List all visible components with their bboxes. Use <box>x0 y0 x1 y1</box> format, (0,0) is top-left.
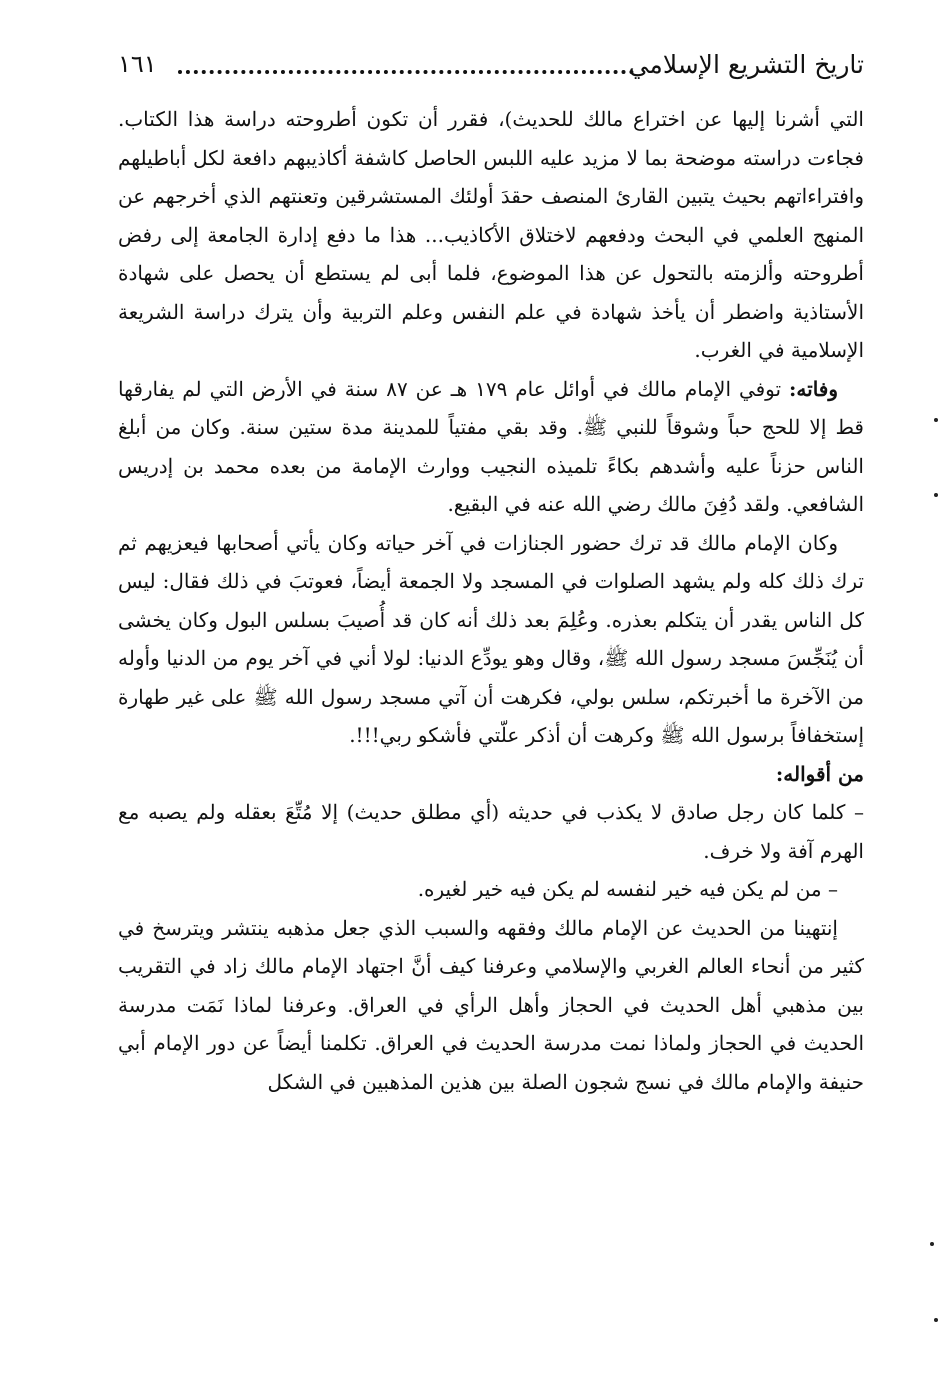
running-header <box>118 48 864 88</box>
paragraph-text: وكان الإمام مالك قد ترك حضور الجنازات في آخر حياته وكان يأتي أصحابها فيعزيهم ثم ترك ذلك كله ولم يشهد الصلوات في المسجد ولا الجمعة أيضاً، فعوتبَ في ذلك فقال: ليس كل الناس يقدر أن يتكلم بعذره. وعُلِمَ بعد ذلك أنه كان قد أُصيبَ بسلس البول وكان يخشى أن يُنَجِّسَ مسجد رسول الله ﷺ، وقال وهو يودِّع الدنيا: لولا أني في آخر يوم من الدنيا وأوله من الآخرة ما أخبرتكم، سلس بولي، فكرهت أن آتي مسجد رسول الله ﷺ على غير طهارة إستخفافاً برسول الله ﷺ وكرهت أن أذكر علّتي فأشكو ربي!!!. <box>118 530 864 747</box>
margin-speck <box>930 1242 934 1246</box>
paragraph-lead: وفاته: <box>789 376 838 401</box>
header-dotted-rule <box>178 70 634 74</box>
paragraph-illness <box>118 524 864 755</box>
page-number: ١٦١ <box>118 50 157 78</box>
page-body <box>118 100 864 1101</box>
paragraph-text: توفي الإمام مالك في أوائل عام ١٧٩ هـ عن ٨٧ سنة في الأرض التي لم يفارقها قط إلا للحج حباً وشوقاً للنبي ﷺ. وقد بقي مفتياً للمدينة مدة ستين سنة. وكان من أبلغ الناس حزناً عليه وأشدهم بكاءً تلميذه النجيب ووارث الإمامة من بعده محمد بن إدريس الشافعي. ولقد دُفِنَ مالك رضي الله عنه في البقيع. <box>118 376 864 516</box>
saying-item: – من لم يكن فيه خير لنفسه لم يكن فيه خير لغيره. <box>417 877 838 901</box>
margin-speck <box>934 493 938 497</box>
paragraph-text: التي أشرنا إليها عن اختراع مالك للحديث)، فقرر أن تكون أطروحته دراسة هذا الكتاب. فجاءت دراسته موضحة بما لا مزيد عليه اللبس الحاصل كاشفة أكاذيبهم دافعة لكل أباطيلهم وافتراءاتهم بحيث يتبين القارئ المنصف حقدَ أولئك المستشرقين وتعنتهم الذي أخرجهم عن المنهج العلمي في البحث ودفعهم لاختلاق الأكاذيب... هذا ما دفع إدارة الجامعة إلى رفض أطروحته وألزمته بالتحول عن هذا الموضوع، فلما أبى لم يستطع أن يحصل على شهادة الأستاذية واضطر أن يأخذ شهادة في علم النفس وعلم التربية وأن يترك دراسة الشريعة الإسلامية في الغرب. <box>118 107 864 362</box>
sayings-heading: من أقواله: <box>775 761 864 786</box>
margin-speck <box>934 418 938 422</box>
paragraph-thesis <box>118 100 864 370</box>
margin-speck <box>934 1318 938 1322</box>
paragraph-closing: إنتهينا من الحديث عن الإمام مالك وفقهه والسبب الذي جعل مذهبه ينتشر ويترسخ في كثير من أنحاء العالم الغربي والإسلامي وعرفنا كيف أنَّ اجتهاد الإمام مالك زاد في التقريب بين مذهبي أهل الحديث في الحجاز وأهل الرأي في العراق. وعرفنا لماذا نَمَت مدرسة الحديث في الحجاز ولماذا نمت مدرسة الحديث في العراق. تكلمنا أيضاً عن دور الإمام أبي حنيفة والإمام مالك في نسج شجون الصلة بين هذين المذهبين في الشكل <box>118 915 864 1094</box>
paragraph-death <box>118 370 864 524</box>
saying-item: – كلما كان رجل صادق لا يكذب في حديثه (أي مطلق حديث) إلا مُتِّعَ بعقله ولم يصبه مع الهرم آفة ولا خرف. <box>118 800 864 863</box>
header-title: تاريخ التشريع الإسلامي <box>628 50 864 79</box>
